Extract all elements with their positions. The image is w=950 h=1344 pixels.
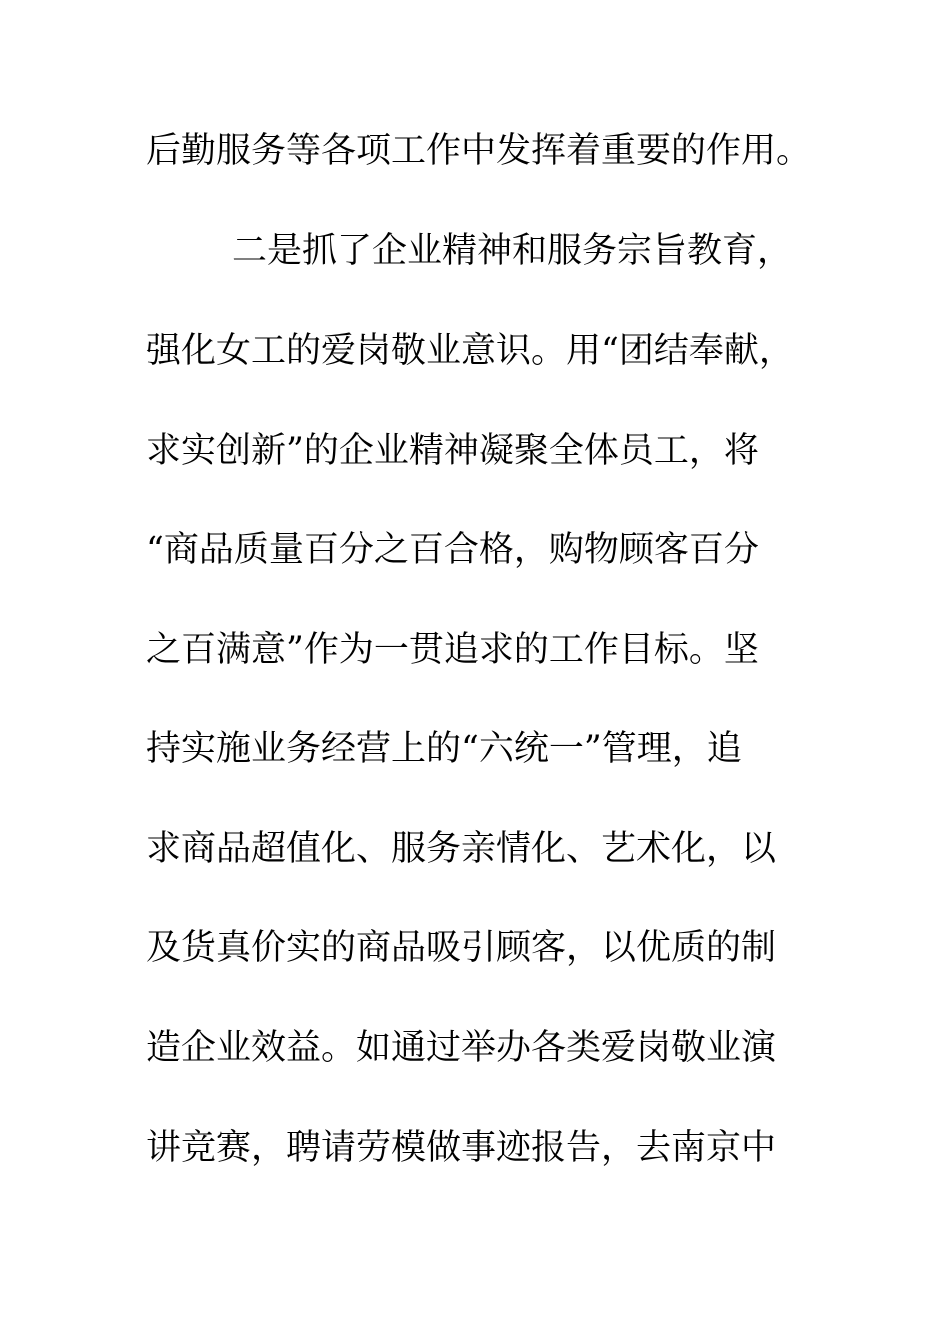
text-line: 求实创新”的企业精神凝聚全体员工，将 bbox=[146, 431, 759, 471]
text-line: 后勤服务等各项工作中发挥着重要的作用。 bbox=[146, 131, 812, 171]
paragraph-start-line: 二是抓了企业精神和服务宗旨教育， bbox=[232, 231, 793, 271]
text-line: “商品质量百分之百合格，购物顾客百分 bbox=[146, 530, 759, 570]
text-line: 及货真价实的商品吸引顾客，以优质的制 bbox=[146, 928, 777, 968]
text-line: 求商品超值化、服务亲情化、艺术化，以 bbox=[146, 829, 777, 869]
text-line: 之百满意”作为一贯追求的工作目标。坚 bbox=[146, 630, 759, 670]
text-line: 强化女工的爱岗敬业意识。用“团结奉献， bbox=[146, 331, 794, 371]
text-line: 持实施业务经营上的“六统一”管理，追 bbox=[146, 729, 742, 769]
text-line: 造企业效益。如通过举办各类爱岗敬业演 bbox=[146, 1028, 777, 1068]
text-line: 讲竞赛，聘请劳模做事迹报告，去南京中 bbox=[146, 1128, 777, 1168]
